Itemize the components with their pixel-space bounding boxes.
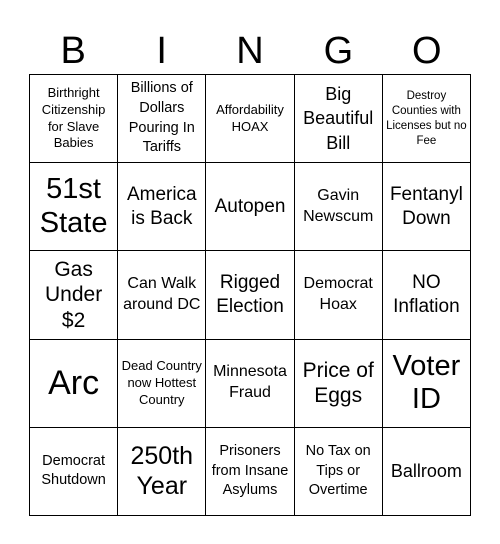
bingo-cell-r5c3[interactable] xyxy=(206,428,294,516)
bingo-cell-r1c1[interactable] xyxy=(30,75,118,163)
bingo-cell-text: No Tax on Tips or Overtime xyxy=(305,443,371,499)
bingo-cell-r3c4[interactable] xyxy=(295,251,383,339)
bingo-cell-r4c3[interactable] xyxy=(206,340,294,428)
bingo-cell-text: NO Inflation xyxy=(393,272,460,317)
bingo-cell-text: Price of Eggs xyxy=(302,359,374,408)
bingo-cell-r3c5[interactable] xyxy=(383,251,471,339)
bingo-cell-r3c1[interactable] xyxy=(30,251,118,339)
bingo-cell-text: Dead Country now Hottest Country xyxy=(121,357,202,407)
bingo-cell-r3c3[interactable] xyxy=(206,251,294,339)
bingo-cell-text: Birthright Citizenship for Slave Babies xyxy=(41,84,106,151)
bingo-cell-text: Democrat Hoax xyxy=(303,275,373,313)
bingo-cell-r2c4[interactable] xyxy=(295,163,383,251)
bingo-cell-r4c5[interactable] xyxy=(383,340,471,428)
bingo-cell-text: Voter ID xyxy=(392,349,461,416)
bingo-cell-r2c3[interactable] xyxy=(206,163,294,251)
header-letter-n: N xyxy=(236,30,264,72)
bingo-cell-text: Destroy Counties with Licenses but no Fee xyxy=(386,89,467,147)
bingo-cell-text: Arc xyxy=(48,363,100,402)
header-letter-b: B xyxy=(60,30,86,72)
bingo-cell-text: Affordability HOAX xyxy=(216,101,284,134)
bingo-cell-r2c5[interactable] xyxy=(383,163,471,251)
bingo-cell-text: Gas Under $2 xyxy=(44,258,103,332)
bingo-cell-text: Gavin Newscum xyxy=(303,186,374,225)
bingo-cell-text: Autopen xyxy=(214,195,286,217)
bingo-cell-text: Ballroom xyxy=(390,461,462,482)
bingo-cell-text: Minnesota Fraud xyxy=(213,363,287,402)
bingo-cell-r4c1[interactable] xyxy=(30,340,118,428)
bingo-cell-r5c1[interactable] xyxy=(30,428,118,516)
bingo-cell-r4c2[interactable] xyxy=(118,340,206,428)
bingo-board xyxy=(29,74,471,516)
bingo-cell-text: Big Beautiful Bill xyxy=(303,84,374,153)
bingo-cell-r1c3[interactable] xyxy=(206,75,294,163)
bingo-cell-r5c5[interactable] xyxy=(383,428,471,516)
bingo-cell-text: Rigged Election xyxy=(216,272,284,317)
bingo-cell-r5c2[interactable] xyxy=(118,428,206,516)
header-letter-i: I xyxy=(156,30,167,72)
bingo-cell-text: Fentanyl Down xyxy=(389,184,463,229)
bingo-cell-r4c4[interactable] xyxy=(295,340,383,428)
bingo-cell-r1c5[interactable] xyxy=(383,75,471,163)
bingo-cell-r2c1[interactable] xyxy=(30,163,118,251)
bingo-cell-text: Can Walk around DC xyxy=(123,275,201,313)
bingo-cell-text: Democrat Shutdown xyxy=(41,452,106,489)
bingo-cell-text: Billions of Dollars Pouring In Tariffs xyxy=(128,80,195,156)
bingo-cell-text: America is Back xyxy=(126,184,197,229)
header-letter-g: G xyxy=(323,30,354,72)
bingo-cell-text: 51st State xyxy=(39,173,108,239)
bingo-cell-r3c2[interactable] xyxy=(118,251,206,339)
bingo-header xyxy=(29,28,471,74)
bingo-cell-text: 250th Year xyxy=(130,442,194,501)
bingo-cell-r5c4[interactable] xyxy=(295,428,383,516)
bingo-cell-r2c2[interactable] xyxy=(118,163,206,251)
bingo-cell-r1c2[interactable] xyxy=(118,75,206,163)
bingo-cell-text: Prisoners from Insane Asylums xyxy=(211,443,289,499)
bingo-cell-r1c4[interactable] xyxy=(295,75,383,163)
header-letter-o: O xyxy=(412,30,442,72)
